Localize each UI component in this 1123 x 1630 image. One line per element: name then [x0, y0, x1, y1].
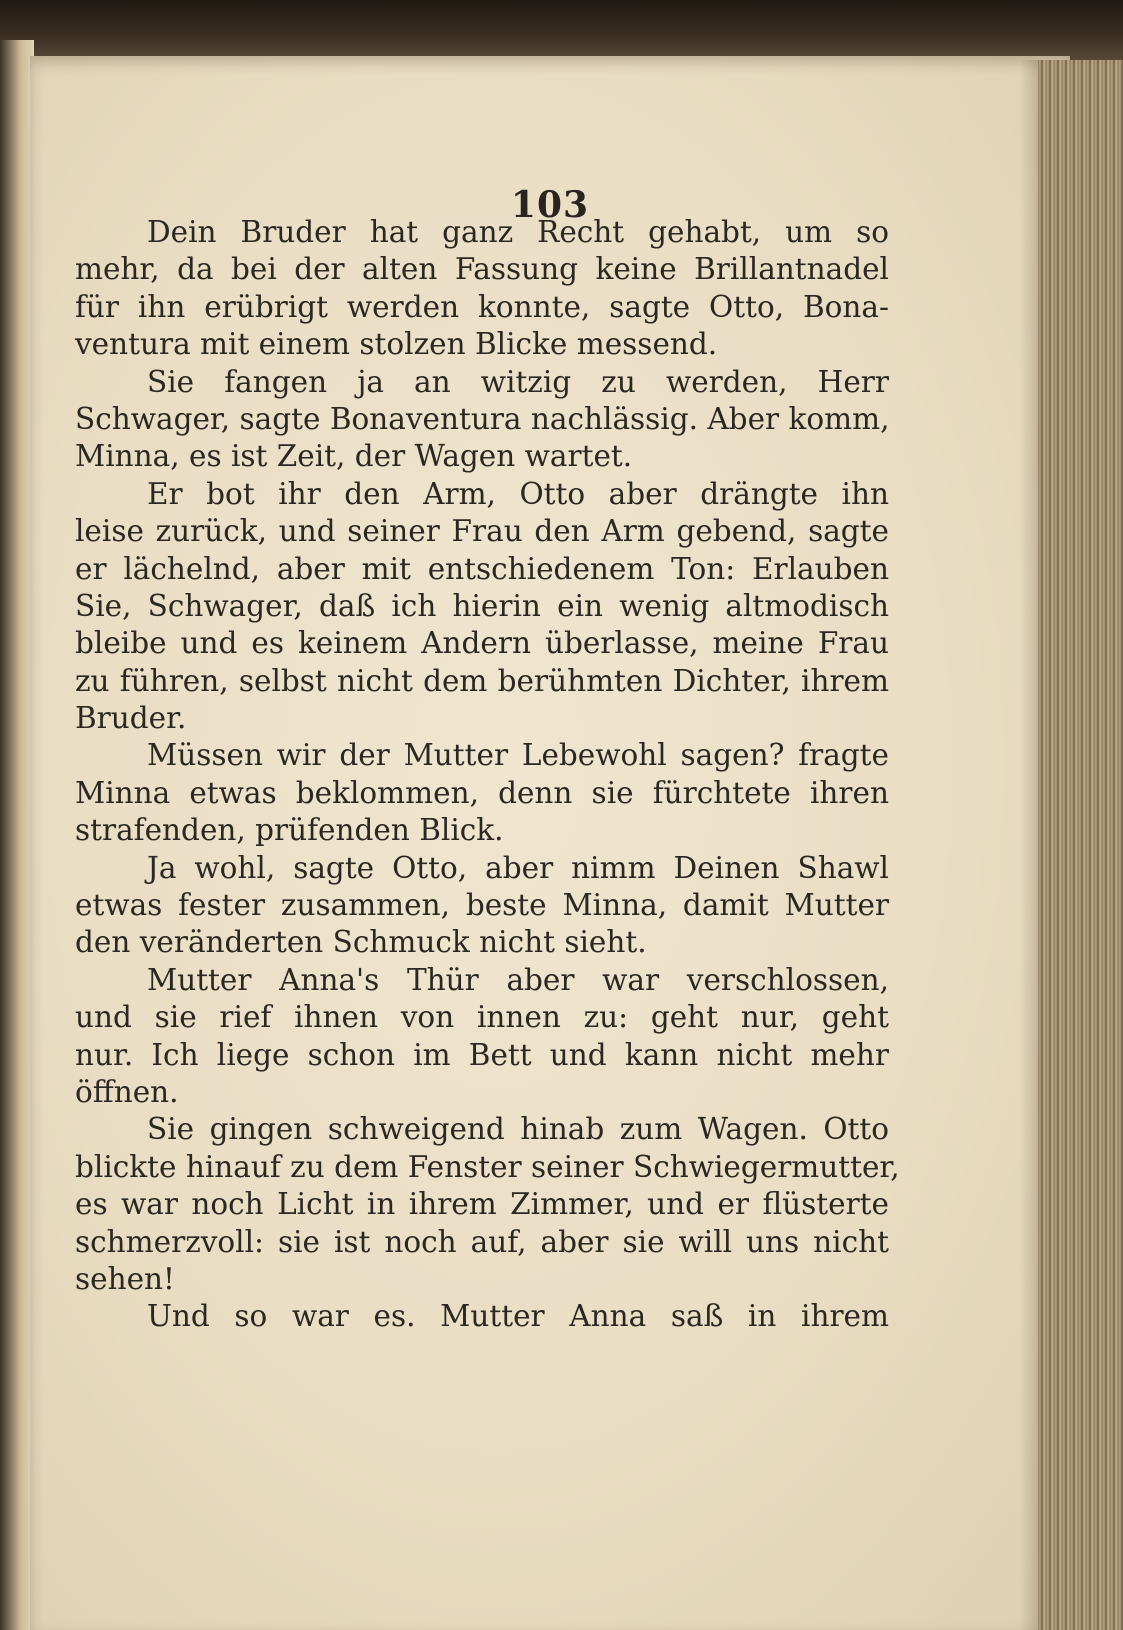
text-line: Sie gingen schweigend hinab zum Wagen. Otto — [147, 1112, 889, 1147]
text-line: Müssen wir der Mutter Lebewohl sagen? fragte — [147, 738, 889, 773]
body-text — [75, 214, 900, 1336]
text-line: strafenden, prüfenden Blick. — [75, 813, 504, 848]
text-line: Sie, Schwager, daß ich hierin ein wenig altmodisch — [75, 588, 889, 623]
text-line: Schwager, sagte Bonaventura nachlässig. Aber komm, — [75, 401, 890, 436]
text-line: sehen! — [75, 1261, 175, 1296]
text-line: Er bot ihr den Arm, Otto aber drängte ihn — [147, 476, 889, 511]
text-line: blickte hinauf zu dem Fenster seiner Schwiegermutter, — [75, 1149, 900, 1184]
text-line: und sie rief ihnen von innen zu: geht nur, geht — [75, 1000, 889, 1035]
text-line: es war noch Licht in ihrem Zimmer, und er flüsterte — [75, 1187, 889, 1222]
text-line: mehr, da bei der alten Fassung keine Brillantnadel — [75, 252, 889, 287]
text-line: zu führen, selbst nicht dem berühmten Dichter, ihrem — [75, 663, 889, 698]
text-line: Minna etwas beklommen, denn sie fürchtete ihren — [75, 775, 889, 810]
text-line: öffnen. — [75, 1074, 179, 1109]
text-line: für ihn erübrigt werden konnte, sagte Otto, Bona- — [75, 289, 889, 324]
text-line: Und so war es. Mutter Anna saß in ihrem — [147, 1299, 889, 1334]
page-stack-edge — [1038, 60, 1123, 1630]
text-line: Ja wohl, sagte Otto, aber nimm Deinen Shawl — [147, 850, 889, 885]
text-line: bleibe und es keinem Andern überlasse, meine Frau — [75, 626, 889, 661]
text-line: er lächelnd, aber mit entschiedenem Ton: Erlauben — [75, 551, 889, 586]
text-line: Minna, es ist Zeit, der Wagen wartet. — [75, 439, 633, 474]
text-line: Dein Bruder hat ganz Recht gehabt, um so — [147, 215, 889, 249]
page-number: 103 — [510, 184, 590, 226]
text-line: Bruder. — [75, 701, 187, 736]
book-left-edge — [0, 40, 34, 1630]
text-line: Sie fangen ja an witzig zu werden, Herr — [147, 364, 889, 399]
text-line: nur. Ich liege schon im Bett und kann nicht mehr — [75, 1037, 889, 1072]
text-line: den veränderten Schmuck nicht sieht. — [75, 925, 647, 960]
text-line: Mutter Anna's Thür aber war verschlossen, — [147, 962, 889, 997]
text-line: ventura mit einem stolzen Blicke messend. — [75, 327, 718, 362]
book-top-edge — [0, 0, 1123, 62]
text-line: etwas fester zusammen, beste Minna, damit Mutter — [75, 888, 889, 923]
text-line: schmerzvoll: sie ist noch auf, aber sie will uns nicht — [75, 1224, 889, 1259]
text-line: leise zurück, und seiner Frau den Arm gebend, sagte — [75, 514, 889, 549]
